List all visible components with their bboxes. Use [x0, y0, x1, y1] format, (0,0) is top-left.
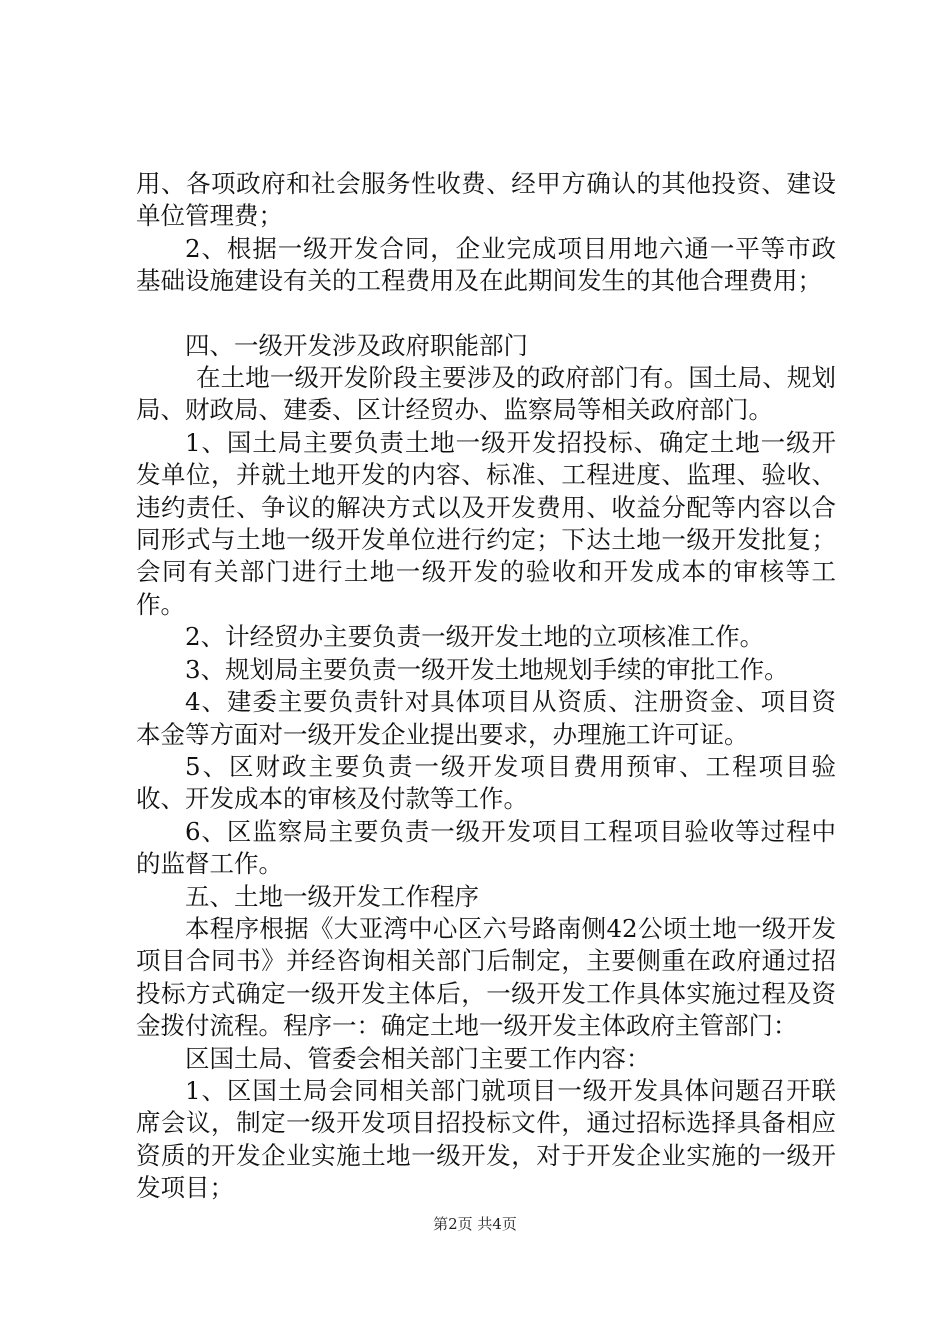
document-body	[136, 168, 836, 1205]
paragraph-construction-committee: 4、建委主要负责针对具体项目从资质、注册资金、项目资本金等方面对一级开发企业提出要求，办理施工许可证。	[136, 687, 836, 749]
paragraph-planning-office: 2、计经贸办主要负责一级开发土地的立项核准工作。	[185, 622, 765, 652]
paragraph-item-2-costs: 2、根据一级开发合同，企业完成项目用地六通一平等市政基础设施建设有关的工程费用及在此期间发生的其他合理费用；	[136, 233, 836, 296]
paragraph-land-bureau-meeting: 1、区国土局会同相关部门就项目一级开发具体问题召开联席会议，制定一级开发项目招投标文件，通过招标选择具备相应资质的开发企业实施土地一级开发，对于开发企业实施的一级开发项目；	[136, 1075, 836, 1203]
section-heading-four: 四、一级开发涉及政府职能部门	[185, 330, 528, 360]
section-heading-five: 五、土地一级开发工作程序	[185, 881, 479, 911]
paragraph-procedure-intro: 本程序根据《大亚湾中心区六号路南侧42公顷土地一级开发项目合同书》并经咨询相关部门后制定，主要侧重在政府通过招投标方式确定一级开发主体后，一级开发工作具体实施过程及资金拨付流程。程序一：确定土地一级开发主体政府主管部门：	[136, 913, 836, 1041]
paragraph-district-finance: 5、区财政主要负责一级开发项目费用预审、工程项目验收、开发成本的审核及付款等工作。	[136, 751, 836, 814]
page-number-footer: 第2页 共4页	[433, 1215, 517, 1233]
paragraph-supervision-bureau: 6、区监察局主要负责一级开发项目工程项目验收等过程中的监督工作。	[136, 816, 836, 879]
paragraph-land-bureau: 1、国土局主要负责土地一级开发招投标、确定土地一级开发单位，并就土地开发的内容、标准、工程进度、监理、验收、违约责任、争议的解决方式以及开发费用、收益分配等内容以合同形式与土地一级开发单位进行约定；下达土地一级开发批复；会同有关部门进行土地一级开发的验收和开发成本的审核等工作。	[136, 427, 836, 619]
paragraph-departments-intro: 在土地一级开发阶段主要涉及的政府部门有。国土局、规划局、财政局、建委、区计经贸办、监察局等相关政府部门。	[136, 363, 836, 425]
paragraph-planning-bureau: 3、规划局主要负责一级开发土地规划手续的审批工作。	[185, 654, 789, 684]
paragraph-spacer	[136, 298, 836, 330]
paragraph-fees-continued: 用、各项政府和社会服务性收费、经甲方确认的其他投资、建设单位管理费；	[136, 169, 836, 231]
paragraph-main-work: 区国土局、管委会相关部门主要工作内容：	[185, 1043, 651, 1073]
